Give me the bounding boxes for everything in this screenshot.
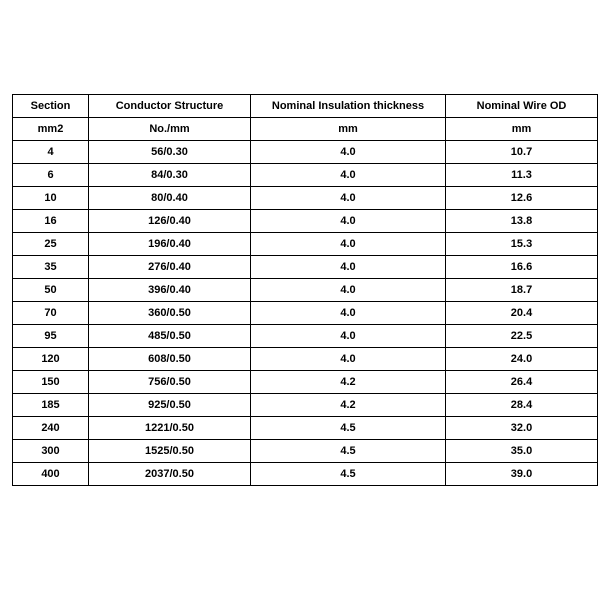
cell-insulation-thickness: 4.5: [251, 440, 446, 463]
table-row: [13, 463, 598, 486]
table-row: [13, 233, 598, 256]
table-body: [13, 95, 598, 486]
cell-insulation-thickness: 4.0: [251, 233, 446, 256]
table-row: [13, 210, 598, 233]
cell-section: 70: [13, 302, 89, 325]
header-conductor-structure: Conductor Structure: [89, 95, 251, 118]
cell-conductor-structure: 84/0.30: [89, 164, 251, 187]
cell-wire-od: 24.0: [446, 348, 598, 371]
cell-insulation-thickness: 4.0: [251, 302, 446, 325]
cell-section: 185: [13, 394, 89, 417]
cell-section: 240: [13, 417, 89, 440]
cell-conductor-structure: 360/0.50: [89, 302, 251, 325]
cell-conductor-structure: 608/0.50: [89, 348, 251, 371]
cell-insulation-thickness: 4.0: [251, 210, 446, 233]
cell-conductor-structure: 126/0.40: [89, 210, 251, 233]
table-row: [13, 394, 598, 417]
cell-wire-od: 26.4: [446, 371, 598, 394]
cell-section: 6: [13, 164, 89, 187]
header-wire-od: Nominal Wire OD: [446, 95, 598, 118]
cell-wire-od: 35.0: [446, 440, 598, 463]
table-row: [13, 417, 598, 440]
table-row: [13, 256, 598, 279]
cell-section: 10: [13, 187, 89, 210]
cell-insulation-thickness: 4.0: [251, 325, 446, 348]
unit-insulation-thickness: mm: [251, 118, 446, 141]
table-row: [13, 279, 598, 302]
unit-wire-od: mm: [446, 118, 598, 141]
table-row: [13, 141, 598, 164]
cell-conductor-structure: 56/0.30: [89, 141, 251, 164]
cell-conductor-structure: 1221/0.50: [89, 417, 251, 440]
table-row: [13, 187, 598, 210]
unit-conductor-structure: No./mm: [89, 118, 251, 141]
cell-insulation-thickness: 4.0: [251, 279, 446, 302]
cell-conductor-structure: 925/0.50: [89, 394, 251, 417]
cell-insulation-thickness: 4.2: [251, 371, 446, 394]
table-row: [13, 371, 598, 394]
cell-conductor-structure: 2037/0.50: [89, 463, 251, 486]
cell-conductor-structure: 396/0.40: [89, 279, 251, 302]
cell-insulation-thickness: 4.5: [251, 463, 446, 486]
header-section: Section: [13, 95, 89, 118]
cell-section: 35: [13, 256, 89, 279]
cell-section: 16: [13, 210, 89, 233]
cell-conductor-structure: 80/0.40: [89, 187, 251, 210]
cell-insulation-thickness: 4.0: [251, 256, 446, 279]
header-row: [13, 95, 598, 118]
table-row: [13, 164, 598, 187]
cell-wire-od: 20.4: [446, 302, 598, 325]
cell-insulation-thickness: 4.0: [251, 187, 446, 210]
cell-wire-od: 11.3: [446, 164, 598, 187]
header-insulation-thickness: Nominal Insulation thickness: [251, 95, 446, 118]
cell-conductor-structure: 756/0.50: [89, 371, 251, 394]
cell-insulation-thickness: 4.0: [251, 141, 446, 164]
cell-conductor-structure: 485/0.50: [89, 325, 251, 348]
cell-wire-od: 16.6: [446, 256, 598, 279]
cell-section: 50: [13, 279, 89, 302]
table-row: [13, 440, 598, 463]
cell-section: 400: [13, 463, 89, 486]
unit-section: mm2: [13, 118, 89, 141]
table-row: [13, 348, 598, 371]
cell-conductor-structure: 196/0.40: [89, 233, 251, 256]
cable-spec-table: [12, 94, 598, 486]
cell-insulation-thickness: 4.0: [251, 164, 446, 187]
table-row: [13, 302, 598, 325]
cell-section: 150: [13, 371, 89, 394]
cell-wire-od: 12.6: [446, 187, 598, 210]
cell-wire-od: 28.4: [446, 394, 598, 417]
cell-wire-od: 22.5: [446, 325, 598, 348]
cell-insulation-thickness: 4.2: [251, 394, 446, 417]
cell-wire-od: 15.3: [446, 233, 598, 256]
cell-wire-od: 39.0: [446, 463, 598, 486]
cell-wire-od: 10.7: [446, 141, 598, 164]
cell-wire-od: 32.0: [446, 417, 598, 440]
units-row: [13, 118, 598, 141]
cell-section: 4: [13, 141, 89, 164]
cell-section: 25: [13, 233, 89, 256]
cell-section: 95: [13, 325, 89, 348]
cell-insulation-thickness: 4.0: [251, 348, 446, 371]
cell-section: 120: [13, 348, 89, 371]
cell-conductor-structure: 1525/0.50: [89, 440, 251, 463]
table-row: [13, 325, 598, 348]
cell-wire-od: 13.8: [446, 210, 598, 233]
cell-section: 300: [13, 440, 89, 463]
cell-conductor-structure: 276/0.40: [89, 256, 251, 279]
cell-insulation-thickness: 4.5: [251, 417, 446, 440]
cell-wire-od: 18.7: [446, 279, 598, 302]
